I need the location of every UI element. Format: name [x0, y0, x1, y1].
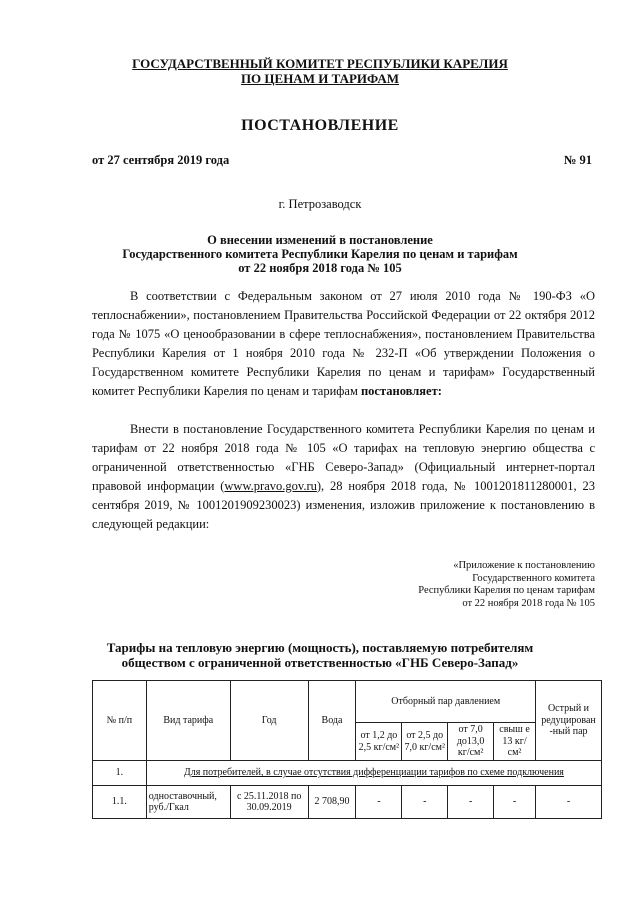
- tariff-title-line-1: Тарифы на тепловую энергию (мощность), поставляемую потребителям: [106, 640, 534, 655]
- document-subject: [0, 233, 640, 275]
- header-steam-2: от 2,5 до 7,0 кг/см²: [402, 723, 448, 761]
- row-steam-3: -: [448, 786, 494, 819]
- header-steam-1: от 1,2 до 2,5 кг/см²: [356, 723, 402, 761]
- header-year: Год: [230, 681, 308, 761]
- resolves-word: постановляет:: [360, 384, 442, 398]
- committee-line-2: ПО ЦЕНАМ И ТАРИФАМ: [240, 71, 400, 86]
- table-row: [93, 786, 602, 819]
- tariff-table: [92, 680, 602, 819]
- row-num: 1.1.: [93, 786, 147, 819]
- paragraph-1-text: В соответствии с Федеральным законом от 27 июля 2010 года № 190-ФЗ «О теплоснабжении», постановлением Правительства Российской Федерации от 22 октября 2012 года № 1075 «О ценообразовании в сфере теплоснабжения», постановлением Правительства Республики Карелия от 1 ноября 2010 года № 232-П «Об утверждении Положения о Государственном комитете Республики Карелия по ценам и тарифам» Государственный комитет Республики Карелия по ценам и тарифам: [92, 289, 595, 398]
- group-text-label: Для потребителей, в случае отсутствия дифференциации тарифов по схеме подключения: [183, 767, 564, 779]
- paragraph-legal-basis: [92, 287, 595, 401]
- row-period: с 25.11.2018 по 30.09.2019: [230, 786, 308, 819]
- paragraph-amendment: [92, 420, 595, 534]
- row-steam-1: -: [356, 786, 402, 819]
- header-steam-4: свыш е 13 кг/см²: [494, 723, 536, 761]
- document-number: № 91: [563, 153, 592, 167]
- pravo-link[interactable]: www.pravo.gov.ru: [224, 479, 317, 493]
- paragraph-2-part-1: Внести в постановление Государственного комитета Республики Карелия по ценам и тарифам от 22 ноября 2018 года № 105 «О тарифах на тепловую энергию общества с ограниченной ответственностью «ГНБ Северо-Запад» (Официальный интернет-портал правовой информации (: [92, 422, 595, 493]
- appendix-note: [418, 560, 595, 610]
- row-steam-4: -: [494, 786, 536, 819]
- document-city: г. Петрозаводск: [278, 197, 362, 211]
- document-date: от 27 сентября 2019 года: [92, 153, 230, 167]
- header-water: Вода: [308, 681, 356, 761]
- table-header-row: [93, 681, 602, 723]
- appendix-line-3: Республики Карелия по ценам тарифам: [418, 585, 595, 596]
- header-steam: Отборный пар давлением: [356, 681, 536, 723]
- committee-line-1: ГОСУДАРСТВЕННЫЙ КОМИТЕТ РЕСПУБЛИКИ КАРЕЛИЯ: [132, 56, 508, 71]
- header-hot-steam: Острый и редуцирован -ный пар: [536, 681, 602, 761]
- tariff-table-title: [0, 640, 640, 670]
- document-type: ПОСТАНОВЛЕНИЕ: [241, 117, 399, 134]
- group-num: 1.: [93, 761, 147, 786]
- subject-line-2: Государственного комитета Республики Карелия по ценам и тарифам: [122, 247, 518, 261]
- row-water: 2 708,90: [308, 786, 356, 819]
- appendix-line-2: Государственного комитета: [472, 572, 595, 584]
- appendix-line-1: «Приложение к постановлению: [453, 560, 595, 571]
- row-type: одноставочный, руб./Гкал: [146, 786, 230, 819]
- tariff-title-line-2: обществом с ограниченной ответственностью «ГНБ Северо-Запад»: [121, 655, 519, 670]
- row-hot-steam: -: [536, 786, 602, 819]
- table-group-row: [93, 761, 602, 786]
- row-steam-2: -: [402, 786, 448, 819]
- subject-line-3: от 22 ноября 2018 года № 105: [238, 261, 402, 275]
- header-steam-3: от 7,0 до13,0 кг/см²: [448, 723, 494, 761]
- committee-header: [0, 56, 640, 86]
- group-text: [146, 761, 601, 786]
- subject-line-1: О внесении изменений в постановление: [207, 233, 433, 247]
- paragraph-2-part-2: ), 28 ноября 2018 года, № 1001201811280001, 23 сентября 2019, № 1001201909230023) изменения, изложив приложение к постановлению в следующей редакции:: [92, 479, 595, 531]
- appendix-line-4: от 22 ноября 2018 года № 105: [462, 597, 595, 609]
- header-type: Вид тарифа: [146, 681, 230, 761]
- header-num: № п/п: [93, 681, 147, 761]
